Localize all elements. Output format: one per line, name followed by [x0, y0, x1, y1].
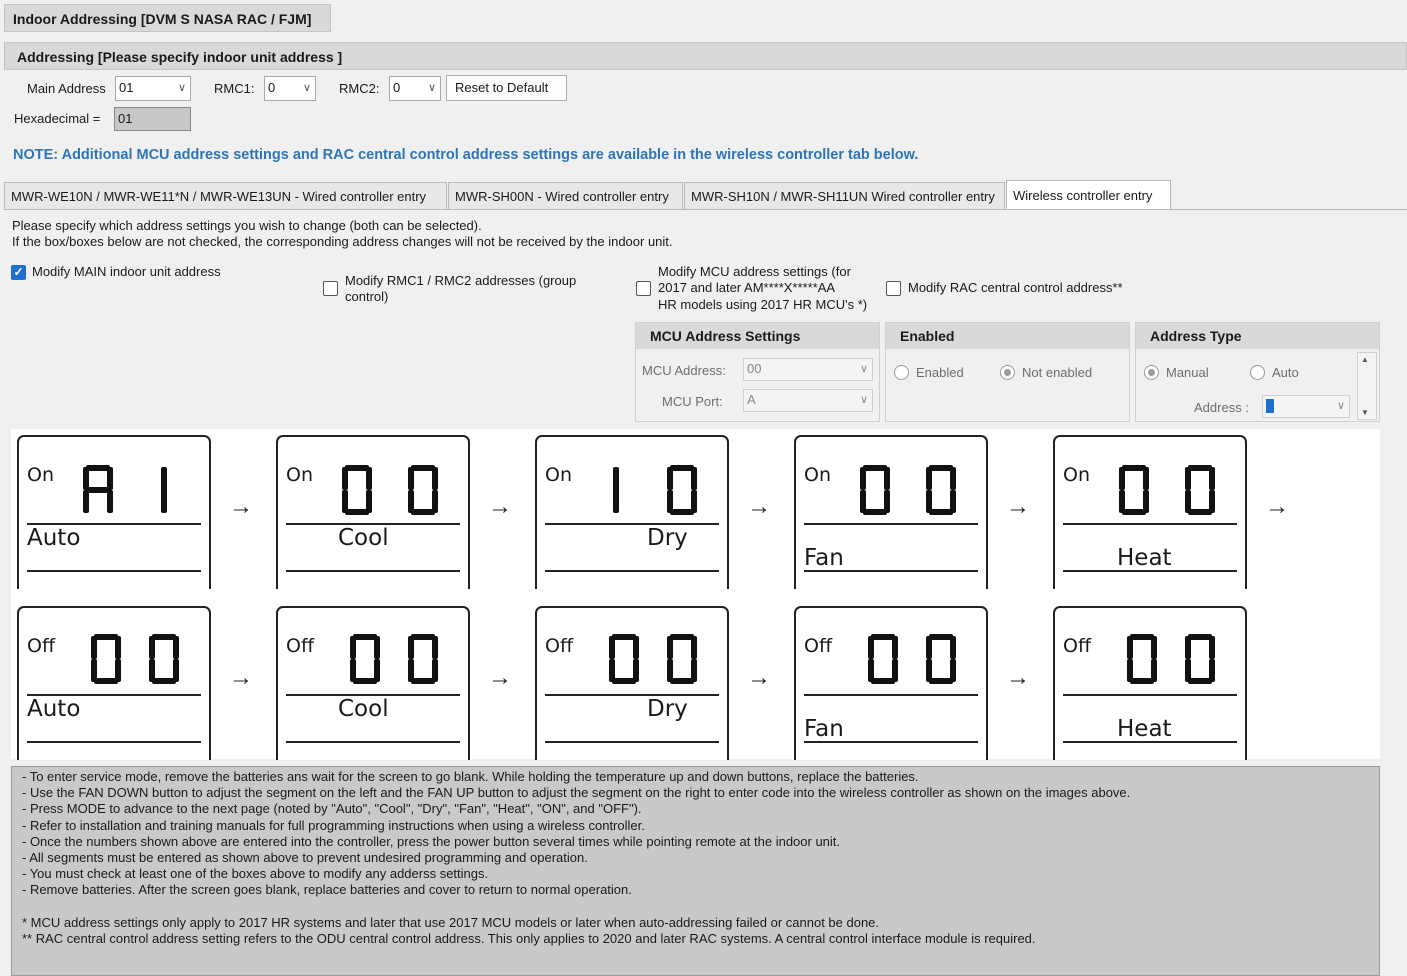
next-step-arrow-icon: →	[488, 493, 512, 520]
notes-panel	[11, 766, 1380, 976]
lcd-segment-digits	[796, 608, 990, 698]
lcd-display-off-cool	[276, 606, 470, 760]
note-line: - Once the numbers shown above are entered into the controller, press the power button several times while pointing remote at the indoor unit.	[22, 833, 841, 849]
next-step-arrow-icon: →	[488, 664, 512, 691]
lcd-display-off-fan	[794, 606, 988, 760]
instruction-line-2: If the box/boxes below are not checked, the corresponding address changes will not be received by the indoor unit.	[12, 234, 673, 249]
chevron-down-icon: ∨	[177, 82, 186, 94]
note-line: - To enter service mode, remove the batteries ans wait for the screen to go blank. While holding the temperature up and down buttons, replace the batteries.	[22, 769, 919, 784]
lcd-divider	[27, 741, 201, 743]
next-step-arrow-icon: →	[747, 493, 771, 520]
segment-digit	[667, 465, 697, 515]
next-step-arrow-icon: →	[1006, 493, 1030, 520]
next-step-arrow-icon: →	[1265, 493, 1289, 520]
mcu-address-group	[635, 322, 880, 422]
modify-mcu-label-2: 2017 and later AM****X*****AA	[658, 280, 836, 295]
lcd-divider	[286, 741, 460, 743]
segment-digit	[926, 465, 956, 515]
auto-radio-label: Auto	[1272, 365, 1299, 380]
lcd-power-state: Off	[804, 635, 833, 657]
address-type-address-label: Address :	[1194, 400, 1249, 415]
note-line	[22, 899, 1369, 915]
lcd-divider	[545, 570, 719, 572]
lcd-segment-digits	[537, 608, 731, 698]
enabled-radio[interactable]	[894, 365, 909, 380]
mcu-group-title: MCU Address Settings	[636, 323, 879, 349]
lcd-divider	[286, 570, 460, 572]
lcd-display-on-dry	[535, 435, 729, 589]
text-caret	[1266, 399, 1274, 413]
segment-digit	[161, 467, 167, 513]
note-line: ** RAC central control address setting refers to the ODU central control address. This only applies to 2020 and later RAC systems. A central control interface module is required.	[22, 930, 1036, 946]
lcd-power-state: On	[27, 464, 54, 486]
next-step-arrow-icon: →	[229, 493, 253, 520]
manual-radio-label: Manual	[1166, 365, 1209, 380]
lcd-power-state: On	[286, 464, 313, 486]
lcd-segment-digits	[537, 437, 731, 527]
modify-rac-checkbox[interactable]	[886, 281, 901, 296]
modify-rmc-checkbox[interactable]	[323, 281, 338, 296]
segment-digit	[1119, 465, 1149, 515]
lcd-mode-label: Heat	[1117, 545, 1172, 571]
lcd-display-on-fan	[794, 435, 988, 589]
modify-main-label: Modify MAIN indoor unit address	[32, 264, 221, 279]
lcd-power-state: Off	[545, 635, 574, 657]
hexadecimal-label: Hexadecimal =	[14, 111, 101, 126]
mcu-port-select[interactable]	[743, 389, 873, 412]
modify-rac-label: Modify RAC central control address**	[908, 280, 1123, 295]
chevron-down-icon: ∨	[302, 82, 311, 94]
mcu-port-label: MCU Port:	[662, 394, 723, 409]
lcd-divider	[545, 741, 719, 743]
lcd-power-state: Off	[286, 635, 315, 657]
scroll-up-icon[interactable]: ▲	[1361, 355, 1369, 364]
chevron-down-icon: ∨	[859, 363, 868, 375]
modify-mcu-label-3: HR models using 2017 HR MCU's *)	[658, 297, 868, 312]
enabled-radio-label: Enabled	[916, 365, 964, 380]
section-title: Addressing [Please specify indoor unit address ]	[4, 42, 1407, 70]
lcd-divider	[804, 523, 978, 525]
segment-digit	[926, 634, 956, 684]
tab-we10n-wired[interactable]: MWR-WE10N / MWR-WE11*N / MWR-WE13UN - Wired controller entry	[4, 182, 447, 209]
chevron-down-icon: ∨	[427, 82, 436, 94]
modify-rmc-label-2: control)	[345, 289, 389, 304]
address-type-title: Address Type	[1136, 323, 1379, 349]
lcd-display-off-auto	[17, 606, 211, 760]
address-type-group	[1135, 322, 1380, 422]
rmc1-label: RMC1:	[214, 81, 255, 96]
lcd-divider	[1063, 523, 1237, 525]
rmc2-select[interactable]	[389, 76, 441, 101]
segment-digit	[1127, 634, 1157, 684]
rmc1-value: 0	[268, 80, 276, 95]
mcu-address-select[interactable]	[743, 358, 873, 381]
note-line: - You must check at least one of the boxes above to modify any adderss settings.	[22, 866, 489, 882]
segment-digit	[350, 634, 380, 684]
next-step-arrow-icon: →	[1006, 664, 1030, 691]
lcd-mode-label: Auto	[27, 696, 81, 722]
lcd-mode-label: Fan	[804, 545, 844, 571]
lcd-segment-digits	[796, 437, 990, 527]
segment-digit	[667, 634, 697, 684]
tab-wireless-controller[interactable]: Wireless controller entry	[1006, 180, 1171, 209]
lcd-mode-label: Dry	[647, 525, 688, 551]
segment-digit	[91, 634, 121, 684]
reset-to-default-button[interactable]: Reset to Default	[446, 75, 567, 101]
lcd-power-state: Off	[27, 635, 56, 657]
instruction-line-1: Please specify which address settings you wish to change (both can be selected).	[12, 218, 482, 233]
address-type-scrollbar[interactable]	[1357, 352, 1377, 420]
note-line: - Refer to installation and training manuals for full programming instructions when using a wireless controller.	[22, 817, 645, 833]
tab-sh00n-wired[interactable]: MWR-SH00N - Wired controller entry	[448, 182, 683, 209]
lcd-display-on-cool	[276, 435, 470, 589]
segment-digit	[609, 634, 639, 684]
modify-main-checkbox[interactable]: ✓	[11, 265, 26, 280]
mcu-port-value: A	[747, 392, 756, 407]
lcd-power-state: On	[804, 464, 831, 486]
lcd-divider	[1063, 694, 1237, 696]
segment-digit	[149, 634, 179, 684]
auto-radio[interactable]	[1250, 365, 1265, 380]
note-line: - Press MODE to advance to the next page (noted by "Auto", "Cool", "Dry", "Fan", "Heat", "ON", and "OFF").	[22, 801, 642, 817]
lcd-segment-digits	[19, 608, 213, 698]
lcd-display-on-auto	[17, 435, 211, 589]
segment-digit	[83, 465, 113, 513]
lcd-divider	[545, 523, 719, 525]
address-type-address-select[interactable]	[1262, 395, 1350, 418]
lcd-mode-label: Fan	[804, 716, 844, 742]
not-enabled-radio-label: Not enabled	[1022, 365, 1093, 380]
chevron-down-icon: ∨	[1336, 400, 1345, 412]
lcd-segment-panel	[11, 429, 1380, 759]
lcd-power-state: On	[1063, 464, 1090, 486]
lcd-mode-label: Heat	[1117, 716, 1172, 742]
note-line: - All segments must be entered as shown above to prevent undesired programming and operation.	[22, 850, 588, 866]
next-step-arrow-icon: →	[229, 664, 253, 691]
mcu-address-value: 00	[747, 361, 762, 376]
lcd-mode-label: Cool	[338, 696, 389, 722]
note-line: - Remove batteries. After the screen goes blank, replace batteries and cover to return to normal operation.	[22, 882, 632, 898]
segment-digit	[860, 465, 890, 515]
not-enabled-radio[interactable]	[1000, 365, 1015, 380]
lcd-segment-digits	[278, 608, 472, 698]
mcu-address-label: MCU Address:	[642, 363, 726, 378]
lcd-display-off-dry	[535, 606, 729, 760]
lcd-display-on-heat	[1053, 435, 1247, 589]
lcd-power-state: Off	[1063, 635, 1092, 657]
main-address-value: 01	[119, 80, 134, 95]
segment-digit	[342, 465, 372, 515]
segment-digit	[613, 467, 619, 513]
lcd-divider	[804, 694, 978, 696]
main-address-label: Main Address	[27, 81, 106, 96]
next-step-arrow-icon: →	[747, 664, 771, 691]
scroll-down-icon[interactable]: ▼	[1361, 408, 1369, 417]
lcd-segment-digits	[1055, 608, 1249, 698]
note-line: * MCU address settings only apply to 2017 HR systems and later that use 2017 MCU models or later when auto-addressing failed or cannot be done.	[22, 914, 880, 930]
lcd-mode-label: Auto	[27, 525, 81, 551]
lcd-divider	[545, 694, 719, 696]
lcd-display-off-heat	[1053, 606, 1247, 760]
hexadecimal-field: 01	[114, 107, 191, 131]
lcd-power-state: On	[545, 464, 572, 486]
segment-digit	[1185, 465, 1215, 515]
rmc2-label: RMC2:	[339, 81, 380, 96]
lcd-segment-digits	[278, 437, 472, 527]
lcd-mode-label: Dry	[647, 696, 688, 722]
lcd-segment-digits	[1055, 437, 1249, 527]
modify-rmc-label-1: Modify RMC1 / RMC2 addresses (group	[345, 273, 577, 288]
enabled-group	[885, 322, 1130, 422]
main-address-select[interactable]	[115, 76, 191, 101]
rmc2-value: 0	[393, 80, 401, 95]
segment-digit	[868, 634, 898, 684]
note-line: - Use the FAN DOWN button to adjust the segment on the left and the FAN UP button to adjust the segment on the right to enter code into the wireless controller as shown on the images above.	[22, 785, 1131, 801]
modify-mcu-label-1: Modify MCU address settings (for	[658, 264, 851, 279]
segment-digit	[408, 634, 438, 684]
enabled-group-title: Enabled	[886, 323, 1129, 349]
window-title: Indoor Addressing [DVM S NASA RAC / FJM]	[4, 4, 331, 32]
lcd-divider	[27, 570, 201, 572]
segment-digit	[408, 465, 438, 515]
segment-digit	[1185, 634, 1215, 684]
modify-mcu-checkbox[interactable]	[636, 281, 651, 296]
lcd-mode-label: Cool	[338, 525, 389, 551]
chevron-down-icon: ∨	[859, 394, 868, 406]
note-text: NOTE: Additional MCU address settings and RAC central control address settings are available in the wireless controller tab below.	[13, 147, 919, 163]
tab-sh10n-wired[interactable]: MWR-SH10N / MWR-SH11UN Wired controller entry	[684, 182, 1005, 209]
manual-radio[interactable]	[1144, 365, 1159, 380]
lcd-segment-digits	[19, 437, 213, 527]
rmc1-select[interactable]	[264, 76, 316, 101]
